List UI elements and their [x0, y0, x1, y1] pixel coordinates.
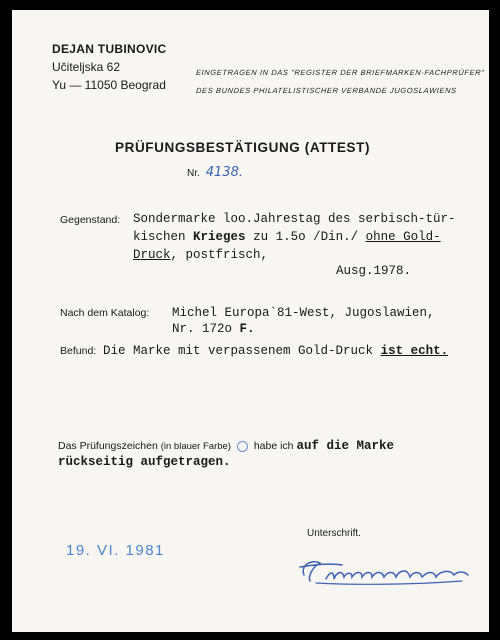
- katalog-line-2: Nr. 172o F.: [172, 322, 255, 336]
- register-stamp-line-1: EINGETRAGEN IN DAS "REGISTER DER BRIEFMARKEN-FACHPRÜFER": [195, 68, 485, 77]
- signature-label: Unterschrift.: [307, 528, 361, 539]
- issue-year: Ausg.1978.: [336, 264, 412, 278]
- sender-name: DEJAN TUBINOVIC: [52, 42, 167, 56]
- attest-number: [187, 165, 243, 180]
- attest-number-label: Nr.: [187, 168, 200, 179]
- gegenstand-line-3: Druck, postfrisch,: [133, 248, 269, 262]
- befund-label: Befund:: [60, 345, 97, 357]
- sender-address: [52, 40, 167, 94]
- pruf-line-2: rückseitig aufgetragen.: [58, 455, 231, 469]
- pruf-line-1: Das Prüfungszeichen (in blauer Farbe) habe ich auf die Marke: [58, 439, 394, 453]
- date-stamp: 19. VI. 1981: [66, 542, 165, 559]
- sender-city: Yu — 11050 Beograd: [52, 78, 166, 92]
- katalog-label: Nach dem Katalog:: [60, 307, 150, 319]
- attest-document: [12, 10, 489, 632]
- katalog-line-1: Michel Europa`81-West, Jugoslawien,: [172, 306, 435, 320]
- befund-result: ist echt.: [380, 344, 449, 358]
- gegenstand-line-1: Sondermarke loo.Jahrestag des serbisch-tür-: [133, 212, 456, 226]
- control-mark-icon: [237, 441, 248, 452]
- handwritten-signature: [290, 545, 480, 595]
- register-stamp-line-2: DES BUNDES PHILATELISTISCHER VERBANDE JUGOSLAWIENS: [195, 86, 457, 95]
- document-title: PRÜFUNGSBESTÄTIGUNG (ATTEST): [115, 140, 371, 155]
- gegenstand-label: Gegenstand:: [60, 214, 121, 226]
- befund-text: Die Marke mit verpassenem Gold-Druck ist echt.: [103, 344, 449, 358]
- attest-number-value: 4138.: [205, 165, 243, 180]
- gegenstand-line-2: kischen Krieges zu 1.5o /Din./ ohne Gold-: [133, 230, 441, 244]
- sender-street: Učiteljska 62: [52, 60, 121, 74]
